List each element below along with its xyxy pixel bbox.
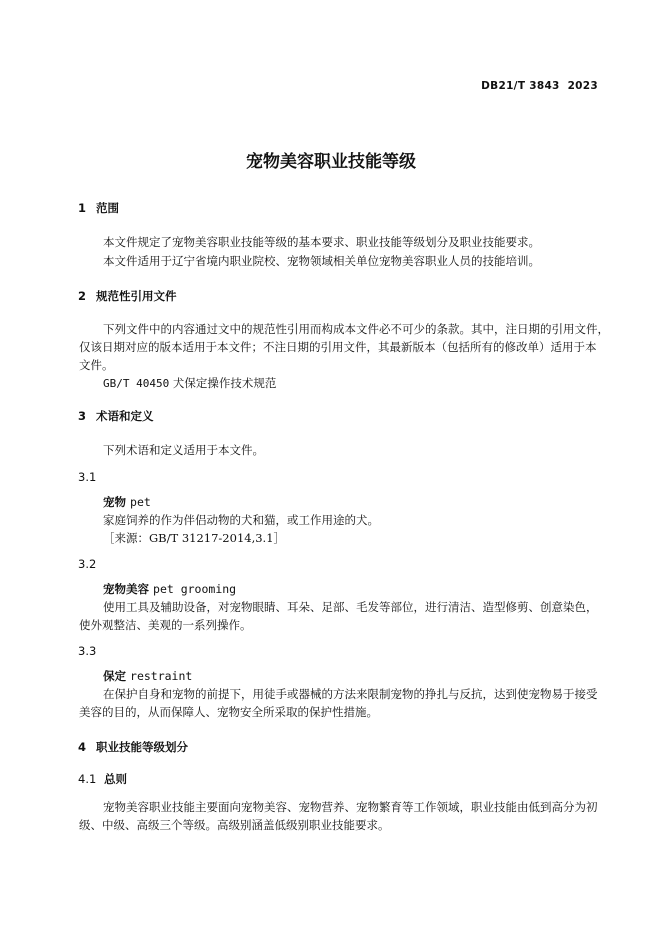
paragraph-line: 文件。 — [79, 358, 114, 372]
paragraph-line: 级、中级、高级三个等级。高级别涵盖低级别职业技能要求。 — [79, 818, 390, 832]
subsection-title: 总则 — [104, 772, 127, 786]
term-source: ［来源：GB/T 31217-2014,3.1］ — [103, 531, 286, 545]
term-definition-line: 使用工具及辅助设备，对宠物眼睛、耳朵、足部、毛发等部位，进行清洁、造型修剪、创意染色， — [103, 600, 598, 614]
term-heading — [103, 581, 236, 597]
term-english: restraint — [130, 669, 193, 683]
term-number: 3.1 — [78, 470, 97, 484]
term-english: pet — [130, 495, 151, 509]
paragraph: 下列术语和定义适用于本文件。 — [103, 443, 264, 457]
paragraph-line: 下列文件中的内容通过文中的规范性引用而构成本文件必不可少的条款。其中，注日期的引用文件， — [103, 322, 609, 336]
section-4-heading — [78, 739, 188, 755]
term-english: pet grooming — [153, 582, 237, 596]
section-title: 规范性引用文件 — [96, 289, 177, 303]
term-name: 宠物美容 — [103, 582, 149, 596]
paragraph: 本文件适用于辽宁省境内职业院校、宠物领域相关单位宠物美容职业人员的技能培训。 — [103, 254, 540, 268]
document-number: DB21/T 3843 2023 — [481, 80, 598, 92]
section-number: 2 — [78, 289, 87, 303]
section-title: 术语和定义 — [96, 409, 154, 423]
term-name: 宠物 — [103, 495, 126, 509]
term-definition-line: 在保护自身和宠物的前提下，用徒手或器械的方法来限制宠物的挣扎与反抗，达到使宠物易于接受 — [103, 687, 598, 701]
section-number: 4 — [78, 740, 87, 754]
term-heading — [103, 494, 151, 510]
paragraph-line: 宠物美容职业技能主要面向宠物美容、宠物营养、宠物繁育等工作领域，职业技能由低到高分为初 — [103, 800, 598, 814]
term-definition-line: 使外观整洁、美观的一系列操作。 — [79, 618, 252, 632]
term-definition-line: 美容的目的，从而保障人、宠物安全所采取的保护性措施。 — [79, 705, 378, 719]
term-definition: 家庭饲养的作为伴侣动物的犬和猫，或工作用途的犬。 — [103, 513, 379, 527]
section-number: 3 — [78, 409, 87, 423]
reference-code: GB/T 40450 — [103, 377, 170, 390]
section-title: 范围 — [96, 201, 119, 215]
subsection-number: 4.1 — [78, 772, 97, 786]
term-number: 3.2 — [78, 557, 97, 571]
section-1-heading — [78, 200, 119, 216]
normative-reference — [103, 375, 276, 391]
term-name: 保定 — [103, 669, 126, 683]
paragraph: 本文件规定了宠物美容职业技能等级的基本要求、职业技能等级划分及职业技能要求。 — [103, 235, 540, 249]
section-3-heading — [78, 408, 154, 424]
document-title: 宠物美容职业技能等级 — [246, 152, 416, 172]
section-title: 职业技能等级划分 — [96, 740, 188, 754]
section-number: 1 — [78, 201, 87, 215]
paragraph-line: 仅该日期对应的版本适用于本文件；不注日期的引用文件，其最新版本（包括所有的修改单）适用于本 — [79, 340, 597, 354]
subsection-4-1-heading — [78, 771, 127, 787]
term-heading — [103, 668, 192, 684]
term-number: 3.3 — [78, 644, 97, 658]
reference-title: 犬保定操作技术规范 — [172, 376, 277, 390]
section-2-heading — [78, 288, 177, 304]
